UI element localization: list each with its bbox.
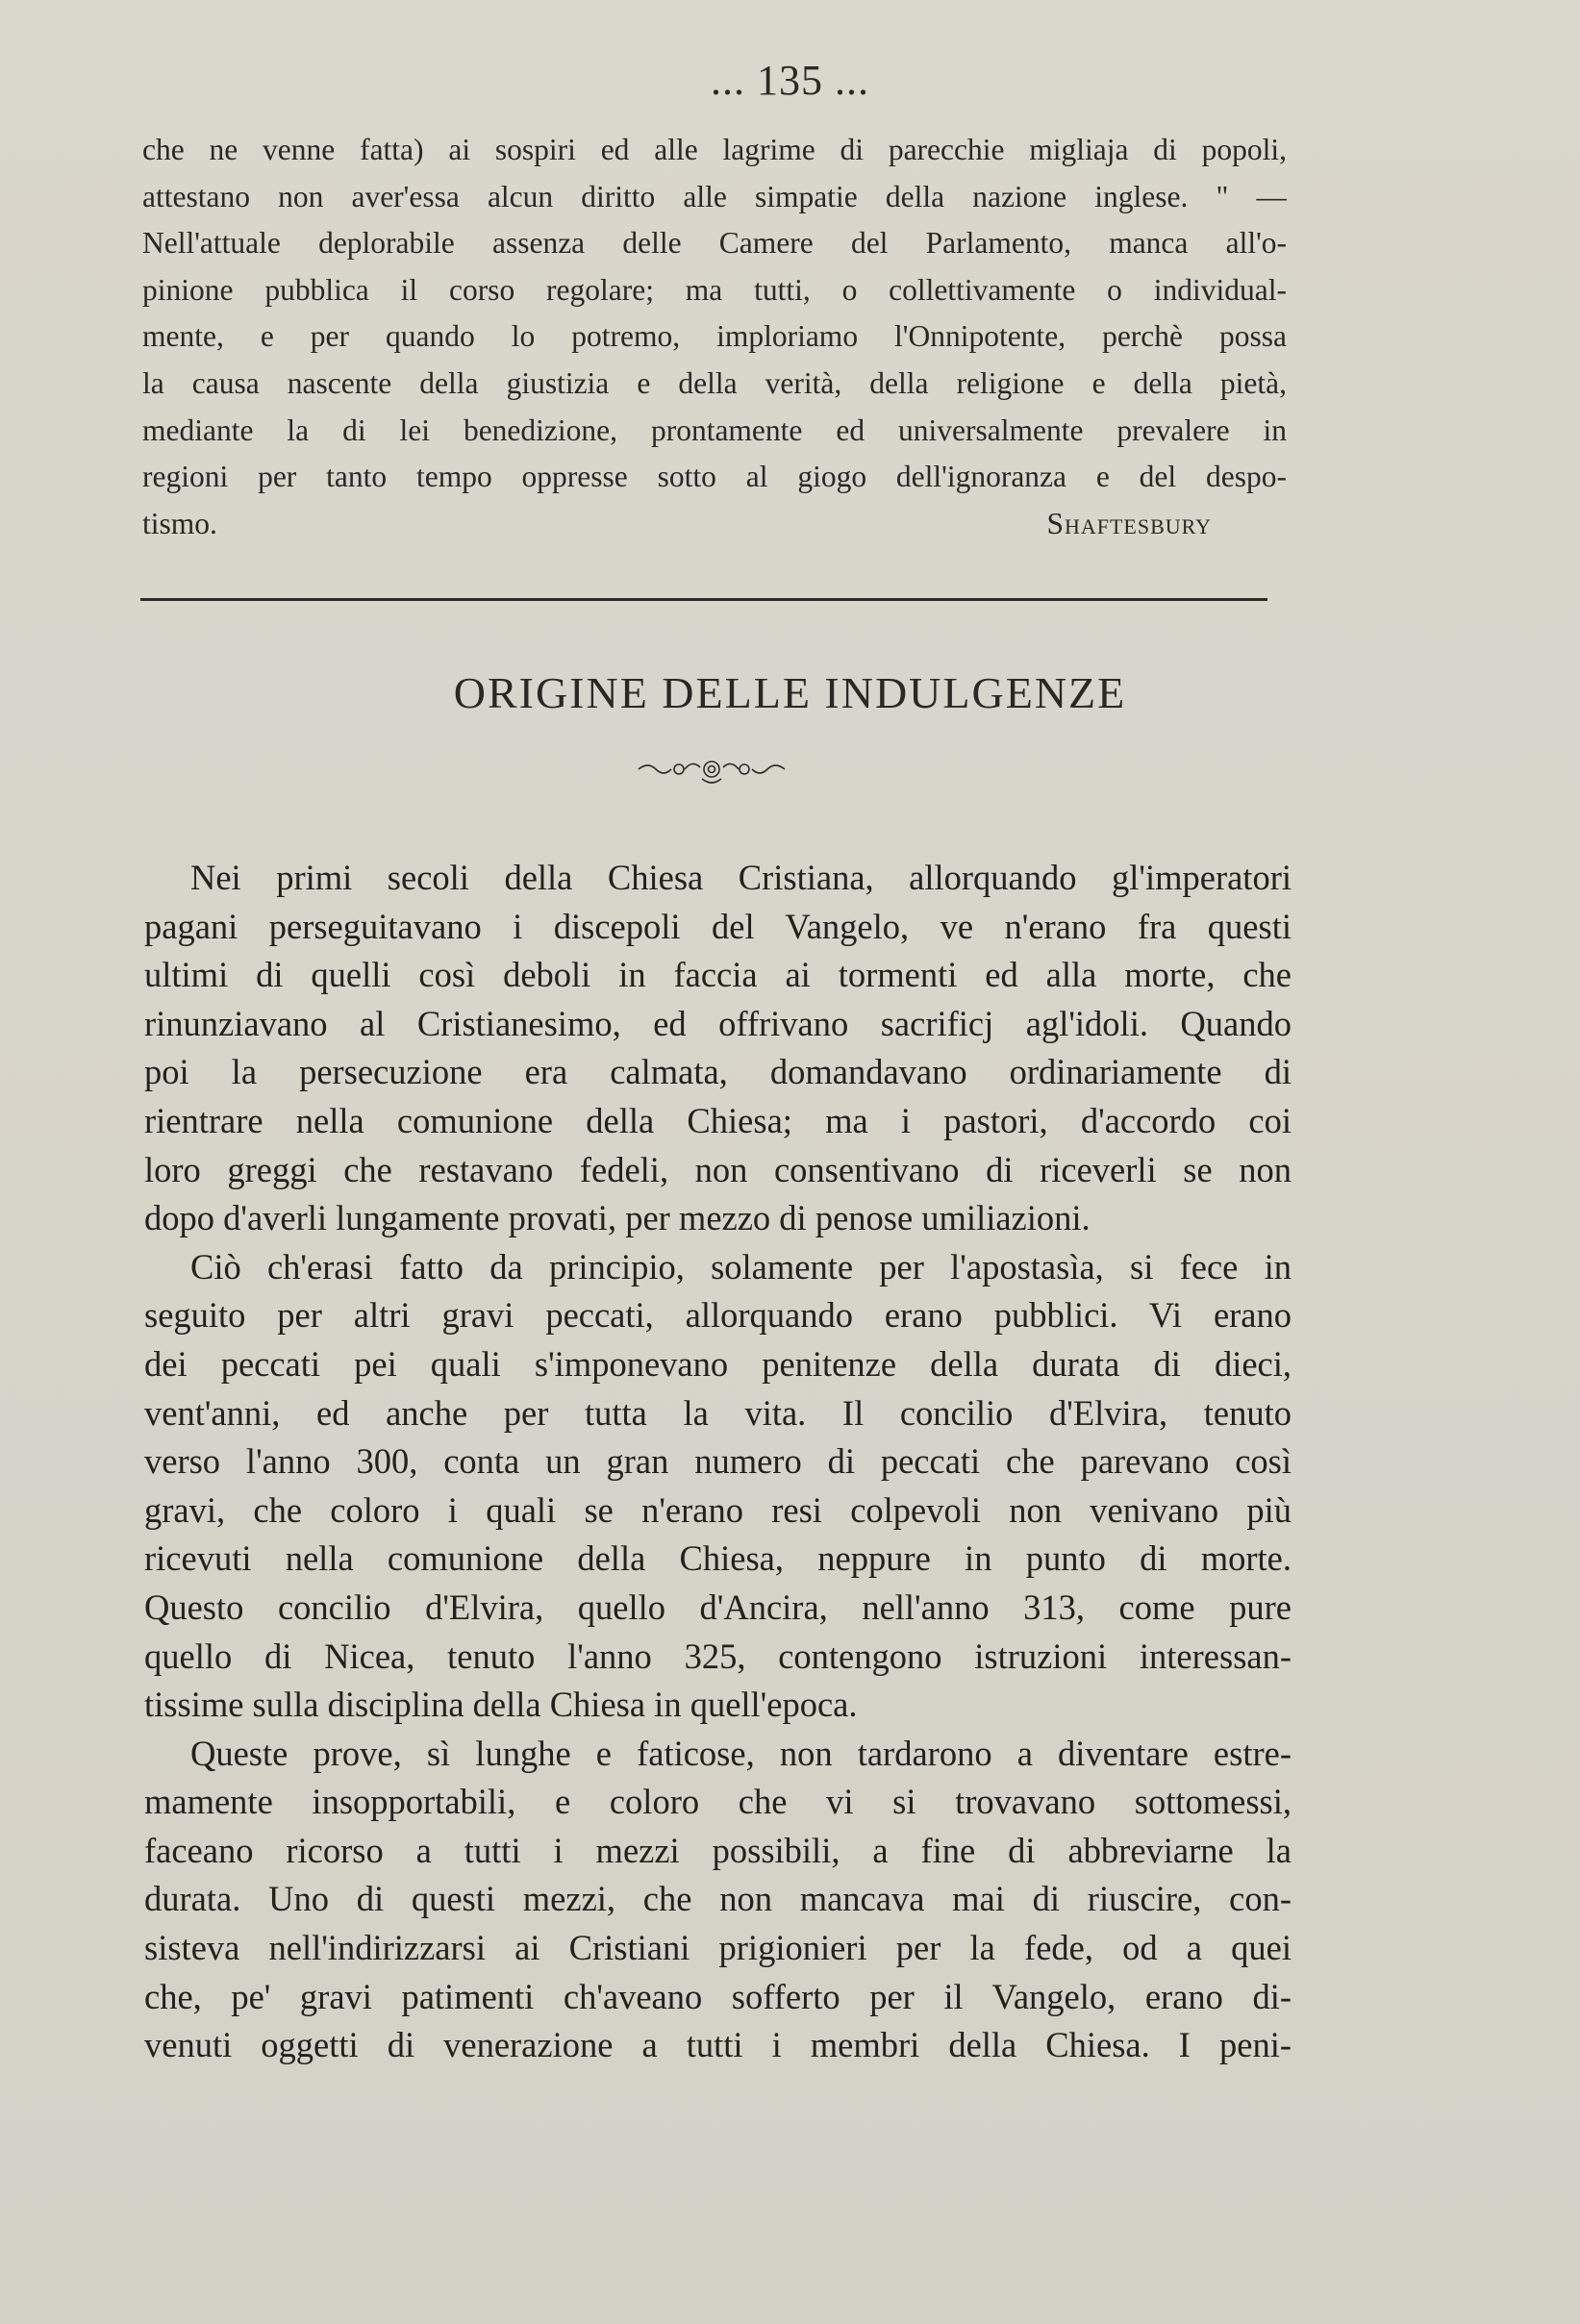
text-line: vent'anni, ed anche per tutta la vita. Il concilio d'Elvira, tenuto xyxy=(144,1392,1292,1433)
text-line: mediante la di lei benedizione, prontamente ed universalmente prevalere in xyxy=(142,412,1287,447)
text-line: Ciò ch'erasi fatto da principio, solamente per l'apostasìa, si fece in xyxy=(190,1246,1292,1287)
text-line: pagani perseguitavano i discepoli del Vangelo, ve n'erano fra questi xyxy=(144,906,1292,946)
author-signature: Shaftesbury xyxy=(1046,506,1212,540)
text-line: attestano non aver'essa alcun diritto alle simpatie della nazione inglese. " — xyxy=(142,179,1287,213)
text-line: tissime sulla disciplina della Chiesa in quell'epoca. xyxy=(144,1685,858,1725)
text-line: rinunziavano al Cristianesimo, ed offrivano sacrificj agl'idoli. Quando xyxy=(144,1003,1292,1043)
text-line: rientrare nella comunione della Chiesa; ma i pastori, d'accordo coi xyxy=(144,1100,1292,1140)
text-line: loro greggi che restavano fedeli, non consentivano di riceverli se non xyxy=(144,1149,1292,1189)
article-title: ORIGINE DELLE INDULGENZE xyxy=(453,668,1127,717)
text-line: pinione pubblica il corso regolare; ma tutti, o collettivamente o individual- xyxy=(142,272,1287,307)
text-line: che, pe' gravi patimenti ch'aveano sofferto per il Vangelo, erano di- xyxy=(144,1976,1292,2016)
text-line: tismo. xyxy=(142,506,217,540)
text-line: dopo d'averli lungamente provati, per mezzo di penose umiliazioni. xyxy=(144,1198,1091,1238)
text-line: sisteva nell'indirizzarsi ai Cristiani prigionieri per la fede, od a quei xyxy=(144,1928,1292,1968)
text-line: seguito per altri gravi peccati, allorquando erano pubblici. Vi erano xyxy=(144,1295,1292,1336)
text-line: gravi, che coloro i quali se n'erano resi colpevoli non venivano più xyxy=(144,1489,1292,1530)
decorative-fleuron-icon xyxy=(635,750,789,788)
text-line: verso l'anno 300, conta un gran numero di peccati che parevano così xyxy=(144,1441,1292,1482)
paragraph xyxy=(144,1730,1292,2070)
page-number: ... 135 ... xyxy=(711,57,869,104)
text-line: faceano ricorso a tutti i mezzi possibili, a fine di abbreviarne la xyxy=(144,1830,1292,1870)
text-line: regioni per tanto tempo oppresse sotto al giogo dell'ignoranza e del despo- xyxy=(142,460,1287,494)
text-line: mente, e per quando lo potremo, imploriamo l'Onnipotente, perchè possa xyxy=(142,319,1287,354)
text-line: Nell'attuale deplorabile assenza delle Camere del Parlamento, manca all'o- xyxy=(142,226,1287,261)
text-line: la causa nascente della giustizia e della verità, della religione e della pietà, xyxy=(142,365,1287,400)
text-line: venuti oggetti di venerazione a tutti i membri della Chiesa. I peni- xyxy=(144,2025,1292,2065)
paragraph xyxy=(144,854,1292,1243)
text-line: Questo concilio d'Elvira, quello d'Ancira, nell'anno 313, come pure xyxy=(144,1587,1292,1627)
text-line: quello di Nicea, tenuto l'anno 325, contengono istruzioni interessan- xyxy=(144,1636,1292,1676)
text-line: poi la persecuzione era calmata, domandavano ordinariamente di xyxy=(144,1052,1292,1092)
text-line: Nei primi secoli della Chiesa Cristiana, allorquando gl'imperatori xyxy=(190,858,1292,897)
text-line: durata. Uno di questi mezzi, che non mancava mai di riuscire, con- xyxy=(144,1879,1292,1919)
paragraph xyxy=(144,1243,1292,1730)
section-divider xyxy=(140,598,1267,601)
text-line: Queste prove, sì lunghe e faticose, non tardarono a diventare estre- xyxy=(190,1733,1292,1773)
article-body xyxy=(144,854,1292,2070)
text-line: che ne venne fatta) ai sospiri ed alle lagrime di parecchie migliaja di popoli, xyxy=(142,133,1287,166)
text-line: ultimi di quelli così deboli in faccia ai tormenti ed alla morte, che xyxy=(144,955,1292,995)
text-line: dei peccati pei quali s'imponevano penitenze della durata di dieci, xyxy=(144,1343,1292,1384)
previous-article-ending xyxy=(142,127,1287,547)
text-line: ricevuti nella comunione della Chiesa, neppure in punto di morte. xyxy=(144,1538,1292,1579)
text-line: mamente insopportabili, e coloro che vi si trovavano sottomessi, xyxy=(144,1782,1292,1822)
closing-line xyxy=(142,501,1287,548)
